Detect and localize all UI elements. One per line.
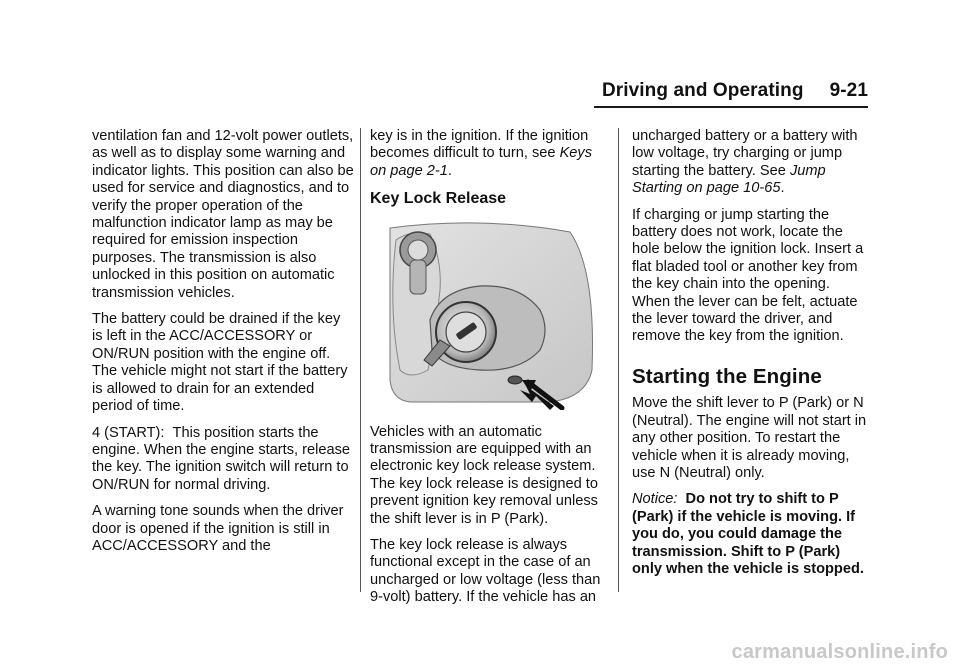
paragraph: Vehicles with an automatic transmission are equipped with an electronic key lock release system. The key lock release is designed to prevent ignition key removal unless the shift lever is in P (Park).	[370, 423, 598, 527]
cross-reference: Jump Starting on page 10-65	[632, 162, 826, 197]
column-2	[370, 128, 606, 616]
paragraph: Move the shift lever to P (Park) or N (Neutral). The engine will not start in any other position. To restart the vehicle when it is already moving, use N (Neutral) only.	[632, 395, 867, 481]
notice	[632, 491, 872, 578]
column-1	[92, 128, 354, 564]
paragraph: The key lock release is always functional except in the case of an uncharged or low voltage (less than 9-volt) battery. If the vehicle has an	[370, 537, 601, 606]
notice-label: Notice:	[632, 491, 678, 508]
paragraph	[632, 128, 872, 198]
paragraph: A warning tone sounds when the driver door is opened if the ignition is still in ACC/ACCESSORY and the	[92, 503, 344, 554]
paragraph-end: .	[447, 162, 452, 179]
position-text: This position starts the engine. When the engine starts, release the key. The ignition switch will return to ON/RUN for normal driving.	[92, 424, 350, 493]
column-3	[632, 128, 872, 587]
header-rule	[594, 106, 868, 108]
paragraph: The battery could be drained if the key is left in the ACC/ACCESSORY or ON/RUN position with the engine off. The vehicle might not start if the battery is allowed to drain for an extended period of time.	[92, 311, 348, 415]
page-header	[602, 80, 868, 102]
column-divider	[360, 128, 361, 592]
column-divider	[618, 128, 619, 592]
paragraph-text: key is in the ignition. If the ignition becomes difficult to turn, see	[370, 128, 589, 162]
page-number: 9-21	[829, 80, 868, 101]
paragraph	[370, 128, 606, 180]
position-term: 4 (START):	[92, 424, 165, 441]
paragraph: If charging or jump starting the battery does not work, locate the hole below the ignition lock. Insert a flat bladed tool or another key from the key chain into the opening. When the lever can be felt, actuate the lever toward the driver, and remove the key from the ignition.	[632, 206, 864, 345]
paragraph: ventilation fan and 12-volt power outlets, as well as to display some warning and indicator lights. This position can also be used for service and diagnostics, and to verify the proper operation of the malfunction indicator lamp as may be required for emission inspection purposes. The transmission is also unlocked in this position on automatic transmission vehicles.	[92, 128, 354, 301]
paragraph-end: .	[780, 180, 785, 197]
paragraph	[92, 425, 354, 495]
section-title: Driving and Operating	[601, 80, 804, 101]
paragraph-text: uncharged battery or a battery with low voltage, try charging or jump starting the battery. See	[632, 128, 858, 179]
watermark: carmanualsonline.info	[731, 641, 948, 663]
notice-text: Do not try to shift to P (Park) if the vehicle is moving. If you do, you could damage the transmission. Shift to P (Park) only when the vehicle is stopped.	[632, 491, 864, 577]
key-lock-release-illustration	[370, 220, 596, 410]
section-heading: Starting the Engine	[632, 364, 822, 388]
section-heading: Key Lock Release	[370, 190, 507, 208]
cross-reference: Keys on page 2-1	[370, 145, 593, 179]
